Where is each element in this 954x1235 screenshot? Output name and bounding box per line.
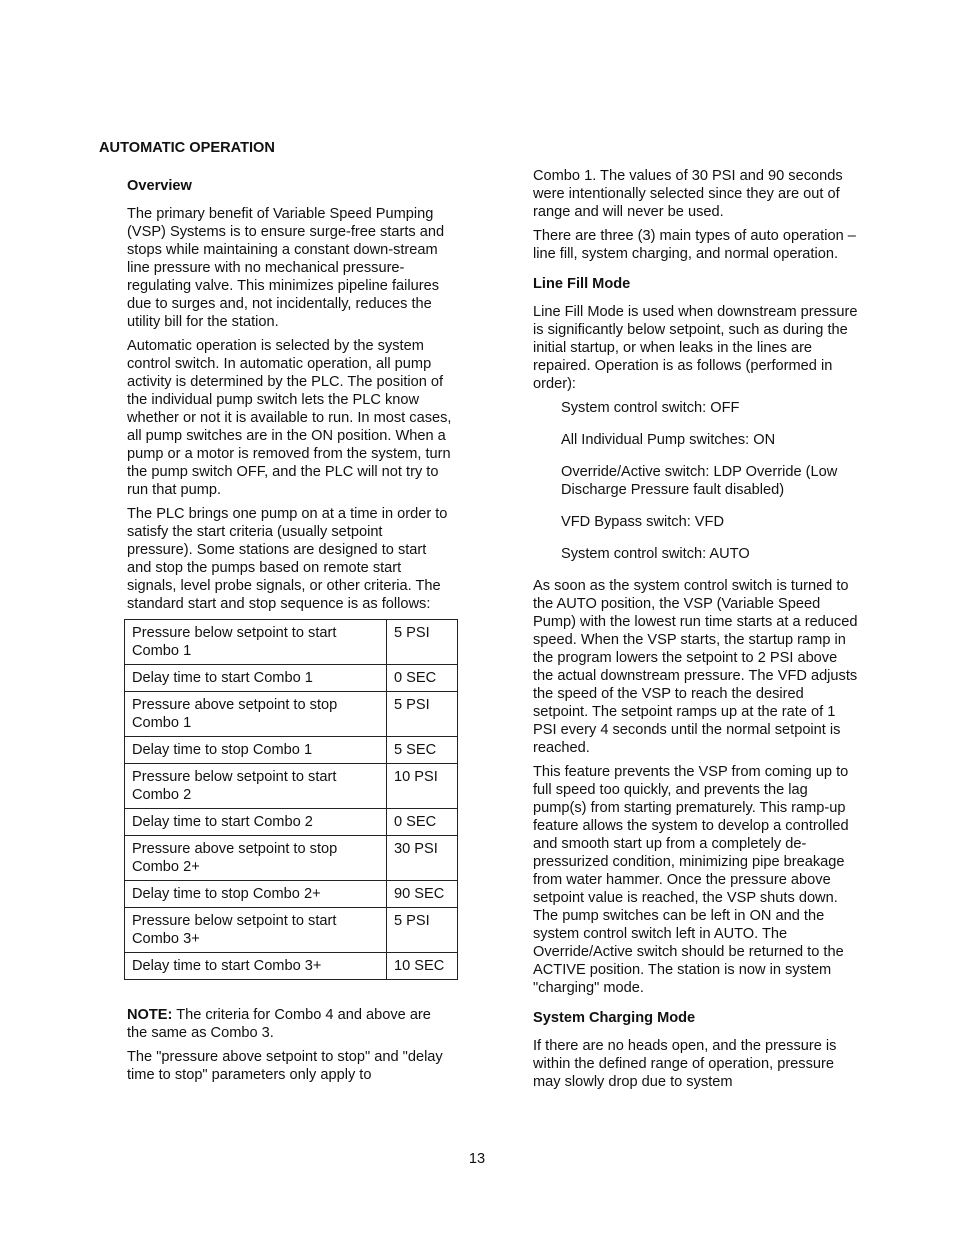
table-cell-value: 0 SEC [387,809,458,836]
line-fill-paragraph-1: As soon as the system control switch is turned to the AUTO position, the VSP (Variable Speed Pump) with the lowest run time starts at a reduced speed. When the VSP starts, the startup ramp in the program lowers the setpoint to 2 PSI above the actual downstream pressure. The VFD adjusts the speed of the VSP to reach the desired setpoint. The setpoint ramps up at the rate of 1 PSI every 4 seconds until the normal setpoint is reached. [533,578,858,756]
note-paragraph [127,1006,452,1042]
table-cell-label: Pressure below setpoint to start Combo 1 [125,620,387,665]
page-number: 13 [468,1151,486,1167]
table-row [125,692,458,737]
table-row [125,809,458,836]
overview-paragraph-2: Automatic operation is selected by the system control switch. In automatic operation, all pump activity is determined by the PLC. The position of the individual pump switch lets the PLC know whether or not it is available to run. In most cases, all pump switches are in the ON position. When a pump or a motor is removed from the system, turn the pump switch OFF, and the PLC will not try to run that pump. [127,338,452,498]
table-row [125,881,458,908]
table-cell-value: 0 SEC [387,665,458,692]
line-fill-step: VFD Bypass switch: VFD [561,514,724,530]
line-fill-step: Override/Active switch: LDP Override (Low Discharge Pressure fault disabled) [561,464,838,498]
right-column [533,167,859,1097]
table-row [125,737,458,764]
table-row [125,764,458,809]
table-cell-label: Delay time to stop Combo 2+ [125,881,387,908]
overview-paragraph-1: The primary benefit of Variable Speed Pumping (VSP) Systems is to ensure surge-free starts and stops while maintaining a constant down-stream line pressure with no mechanical pressure-regulating valve. This minimizes pipeline failures due to surges and, not incidentally, reduces the utility bill for the station. [127,206,445,330]
table-cell-value: 10 SEC [387,953,458,980]
table-cell-label: Delay time to start Combo 1 [125,665,387,692]
auto-types-paragraph: There are three (3) main types of auto operation – line fill, system charging, and normal operation. [533,228,856,262]
line-fill-step: System control switch: OFF [561,400,740,416]
overview-heading: Overview [127,178,192,194]
table-cell-value: 90 SEC [387,881,458,908]
table-row [125,953,458,980]
system-charging-heading: System Charging Mode [533,1010,696,1026]
start-stop-sequence-table [124,619,458,980]
table-cell-value: 30 PSI [387,836,458,881]
table-cell-value: 5 PSI [387,692,458,737]
section-title: AUTOMATIC OPERATION [99,140,275,156]
line-fill-step: System control switch: AUTO [561,546,750,562]
parameters-paragraph: The "pressure above setpoint to stop" and "delay time to stop" parameters only apply to [127,1049,443,1083]
table-cell-label: Pressure below setpoint to start Combo 2 [125,764,387,809]
table-cell-value: 5 PSI [387,908,458,953]
table-cell-label: Delay time to start Combo 3+ [125,953,387,980]
table-row [125,665,458,692]
table-cell-value: 5 PSI [387,620,458,665]
table-cell-label: Pressure below setpoint to start Combo 3+ [125,908,387,953]
table-cell-label: Pressure above setpoint to stop Combo 2+ [125,836,387,881]
table-cell-label: Delay time to stop Combo 1 [125,737,387,764]
line-fill-step: All Individual Pump switches: ON [561,432,776,448]
table-cell-label: Pressure above setpoint to stop Combo 1 [125,692,387,737]
system-charging-paragraph: If there are no heads open, and the pressure is within the defined range of operation, pressure may slowly drop due to system [533,1038,837,1090]
line-fill-intro: Line Fill Mode is used when downstream pressure is significantly below setpoint, such as during the initial startup, or when leaks in the lines are repaired. Operation is as follows (performed in order): [533,304,858,392]
table-cell-value: 5 SEC [387,737,458,764]
continuation-paragraph: Combo 1. The values of 30 PSI and 90 seconds were intentionally selected since they are out of range and will never be used. [533,168,843,220]
line-fill-paragraph-2: This feature prevents the VSP from coming up to full speed too quickly, and prevents the lag pump(s) from starting prematurely. This ramp-up feature allows the system to develop a controlled and smooth start up from a completely de-pressurized condition, minimizing pipe breakage from water hammer. Once the pressure above setpoint value is reached, the VSP shuts down. The pump switches can be left in ON and the system control switch left in AUTO. The Override/Active switch should be returned to the ACTIVE position. The station is now in system "charging" mode. [533,764,849,996]
line-fill-steps [561,399,859,563]
table-cell-value: 10 PSI [387,764,458,809]
note-text: The criteria for Combo 4 and above are the same as Combo 3. [127,1007,431,1041]
left-column [127,177,452,1090]
table-row [125,908,458,953]
overview-paragraph-3: The PLC brings one pump on at a time in order to satisfy the start criteria (usually setpoint pressure). Some stations are designed to start and stop the pumps based on remote start signals, level probe signals, or other criteria. The standard start and stop sequence is as follows: [127,506,448,612]
note-label: NOTE: [127,1007,173,1023]
table-row [125,836,458,881]
table-cell-label: Delay time to start Combo 2 [125,809,387,836]
table-row [125,620,458,665]
line-fill-heading: Line Fill Mode [533,276,631,292]
